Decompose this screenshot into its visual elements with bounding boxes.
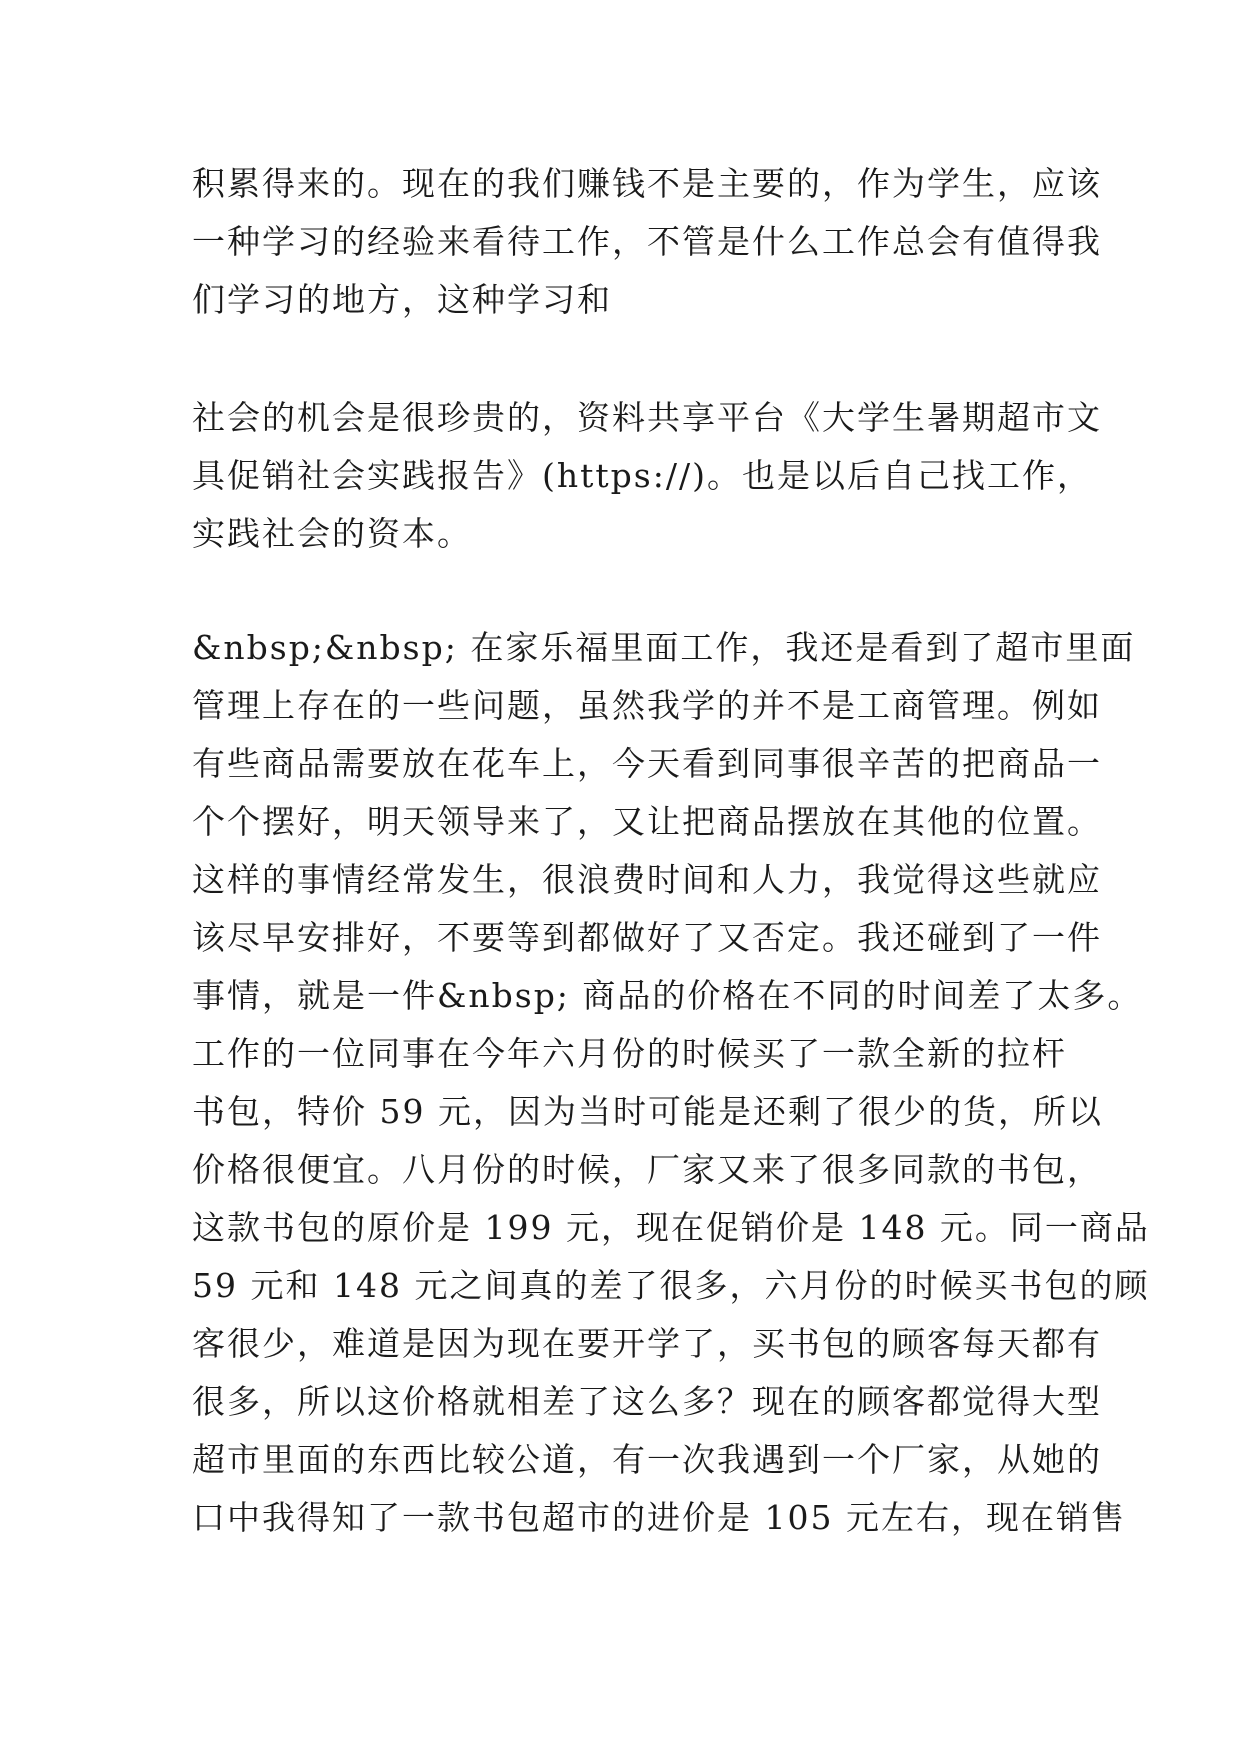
text-line: 客很少，难道是因为现在要开学了，买书包的顾客每天都有 bbox=[192, 1324, 1102, 1363]
text-line: 一种学习的经验来看待工作，不管是什么工作总会有值得我 bbox=[192, 222, 1102, 261]
text-line: 口中我得知了一款书包超市的进价是 105 元左右，现在销售 bbox=[192, 1498, 1126, 1537]
text-line: 社会的机会是很珍贵的，资料共享平台《大学生暑期超市文 bbox=[192, 398, 1102, 437]
text-line: 很多，所以这价格就相差了这么多？现在的顾客都觉得大型 bbox=[192, 1382, 1102, 1421]
text-line: 这款书包的原价是 199 元，现在促销价是 148 元。同一商品 bbox=[192, 1208, 1150, 1247]
paragraph-1 bbox=[192, 155, 1102, 329]
text-line: 价格很便宜。八月份的时候，厂家又来了很多同款的书包， bbox=[192, 1150, 1102, 1189]
text-line: 具促销社会实践报告》(https://)。也是以后自己找工作， bbox=[192, 456, 1092, 495]
text-line: 超市里面的东西比较公道，有一次我遇到一个厂家，从她的 bbox=[192, 1440, 1102, 1479]
paragraph-2 bbox=[192, 389, 1102, 563]
text-line: 这样的事情经常发生，很浪费时间和人力，我觉得这些就应 bbox=[192, 860, 1102, 899]
paragraph-3 bbox=[192, 619, 1150, 1547]
text-line: 该尽早安排好，不要等到都做好了又否定。我还碰到了一件 bbox=[192, 918, 1102, 957]
text-line: 有些商品需要放在花车上，今天看到同事很辛苦的把商品一 bbox=[192, 744, 1102, 783]
text-line: 59 元和 148 元之间真的差了很多，六月份的时候买书包的顾 bbox=[192, 1266, 1150, 1305]
text-line: 实践社会的资本。 bbox=[192, 514, 472, 553]
text-line: 事情，就是一件&nbsp; 商品的价格在不同的时间差了太多。 bbox=[192, 976, 1143, 1015]
text-line: 管理上存在的一些问题，虽然我学的并不是工商管理。例如 bbox=[192, 686, 1102, 725]
text-line: 个个摆好，明天领导来了，又让把商品摆放在其他的位置。 bbox=[192, 802, 1102, 841]
text-line: 书包，特价 59 元，因为当时可能是还剩了很少的货，所以 bbox=[192, 1092, 1103, 1131]
text-line: 积累得来的。现在的我们赚钱不是主要的，作为学生，应该 bbox=[192, 164, 1102, 203]
text-line: 工作的一位同事在今年六月份的时候买了一款全新的拉杆 bbox=[192, 1034, 1067, 1073]
text-line: &nbsp;&nbsp; 在家乐福里面工作，我还是看到了超市里面 bbox=[192, 628, 1136, 667]
text-line: 们学习的地方，这种学习和 bbox=[192, 280, 612, 319]
